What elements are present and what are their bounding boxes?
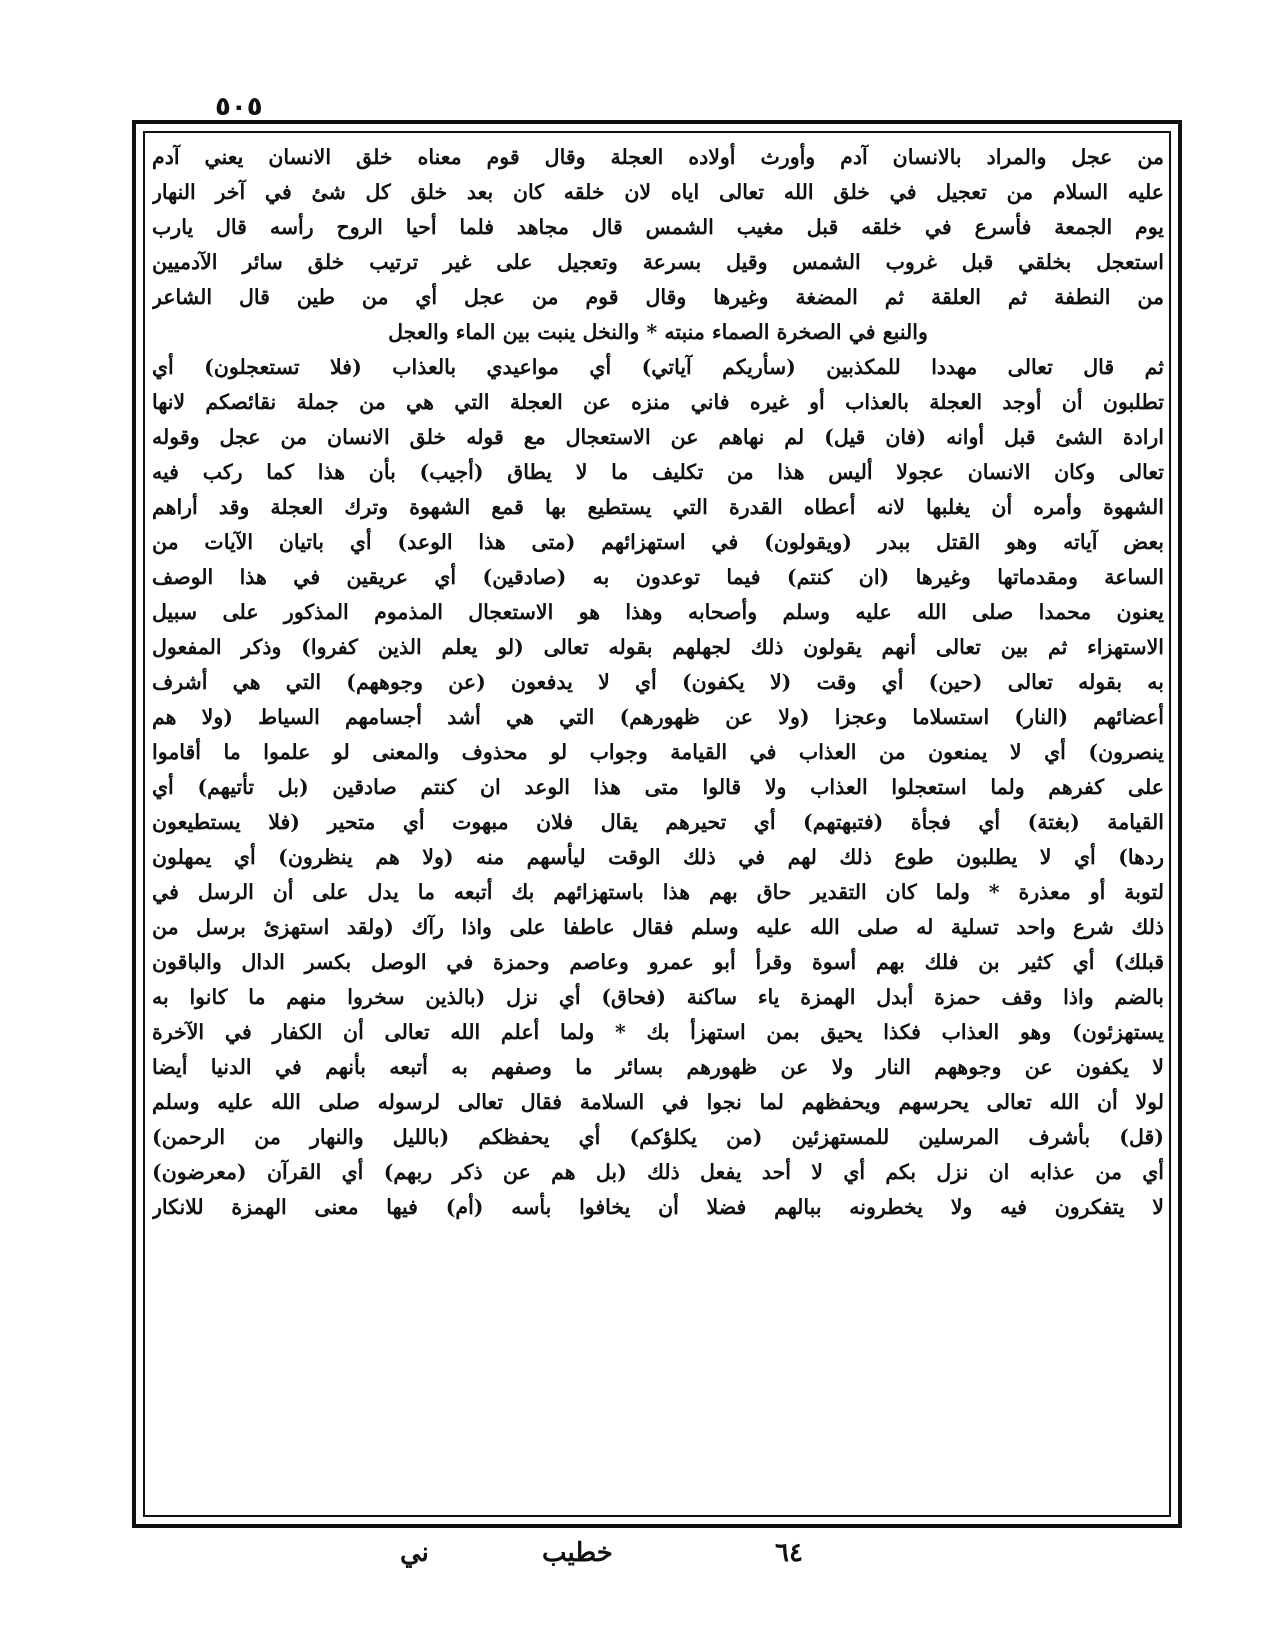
text-line: على كفرهم ولما استعجلوا العذاب ولا قالوا متى هذا الوعد ان كنتم صادقين (بل تأتيهم) أي: [152, 775, 1164, 799]
text-line: ينصرون) أي لا يمنعون من العذاب في القيامة وجواب لو محذوف والمعنى لو علموا ما أقاموا: [152, 740, 1164, 764]
text-line: الاستهزاء ثم بين تعالى أنهم يقولون ذلك لجهلهم بقوله تعالى (لو يعلم الذين كفروا) وذكر المفعول: [152, 635, 1164, 659]
text-line: تطلبون أن أوجد العجلة بالعذاب أو غيره فاني منزه عن العجلة التي هي من جملة نقائصكم لانها: [152, 390, 1164, 414]
text-line: ذلك شرع واحد تسلية له صلى الله عليه وسلم فقال عاطفا على واذا رآك (ولقد استهزئ برسل من: [152, 915, 1164, 939]
text-line: أعضائهم (النار) استسلاما وعجزا (ولا عن ظهورهم) التي هي أشد أجسامهم السياط (ولا هم: [152, 705, 1164, 729]
text-line: تعالى وكان الانسان عجولا أليس هذا من تكليف ما لا يطاق (أجيب) بأن هذا كما ركب فيه: [152, 460, 1164, 484]
text-line: به بقوله تعالى (حين) أي وقت (لا يكفون) أي لا يدفعون (عن وجوههم) التي هي أشرف: [152, 670, 1164, 694]
text-line: يوم الجمعة فأسرع في خلقه قبل مغيب الشمس قال مجاهد فلما أحيا الروح رأسه قال يارب: [152, 215, 1164, 239]
text-line: من النطفة ثم العلقة ثم المضغة وغيرها وقال قوم من عجل أي من طين قال الشاعر: [152, 285, 1164, 309]
text-line: لا يتفكرون فيه ولا يخطرونه ببالهم فضلا أن يخافوا بأسه (أم) فيها معنى الهمزة للانكار: [152, 1195, 1164, 1219]
poetry-line: والنبع في الصخرة الصماء منبته * والنخل ينبت بين الماء والعجل: [388, 320, 928, 344]
text-line: استعجل بخلقي قبل غروب الشمس وقيل بسرعة وتعجيل على غير ترتيب خلق سائر الآدميين: [152, 250, 1164, 274]
text-line: لتوبة أو معذرة * ولما كان التقدير حاق بهم هذا باستهزائهم بك أتبعه ما يدل على أن الرسل في: [152, 880, 1164, 904]
footer-author: خطيب: [542, 1538, 613, 1568]
text-line: ارادة الشئ قبل أوانه (فان قيل) لم نهاهم عن الاستعجال مع قوله خلق الانسان من عجل وقوله: [152, 425, 1164, 449]
text-line: بعض آياته وهو القتل ببدر (ويقولون) في استهزائهم (متى هذا الوعد) أي باتيان الآيات من: [152, 530, 1164, 554]
text-line: بالضم واذا وقف حمزة أبدل الهمزة ياء ساكنة (فحاق) أي نزل (بالذين سخروا منهم ما كانوا به: [152, 985, 1164, 1009]
text-line: لولا أن الله تعالى يحرسهم ويحفظهم لما نجوا في السلامة فقال تعالى لرسوله صلى الله عليه وسلم: [152, 1090, 1164, 1114]
text-line: أي من عذابه ان نزل بكم أي لا أحد يفعل ذلك (بل هم عن ذكر ربهم) أي القرآن (معرضون): [152, 1160, 1164, 1184]
text-line: من عجل والمراد بالانسان آدم وأورث أولاده العجلة وقال قوم معناه خلق الانسان يعني آدم: [152, 145, 1164, 169]
text-line: يعنون محمدا صلى الله عليه وسلم وأصحابه وهذا هو الاستعجال المذموم المذكور على سبيل: [152, 600, 1164, 624]
page-number: ٥٠٥: [215, 92, 263, 122]
text-line: عليه السلام من تعجيل في خلق الله تعالى اياه لان خلقه كان بعد خلق كل شئ في آخر النهار: [152, 180, 1164, 204]
text-line: يستهزئون) وهو العذاب فكذا يحيق بمن استهزأ بك * ولما أعلم الله تعالى أن الكفار في الآخرة: [152, 1020, 1164, 1044]
text-line: الشهوة وأمره أن يغلبها لانه أعطاه القدرة التي يستطيع بها قمع الشهوة وترك العجلة وقد أراهم: [152, 495, 1164, 519]
footer-page-number: ٦٤: [775, 1538, 803, 1568]
page-footer: [0, 1538, 1275, 1578]
text-line: القيامة (بغتة) أي فجأة (فتبهتهم) أي تحيرهم يقال فلان مبهوت أي متحير (فلا يستطيعون: [152, 810, 1164, 834]
text-line: الساعة ومقدماتها وغيرها (ان كنتم) فيما توعدون به (صادقين) أي عريقين في هذا الوصف: [152, 565, 1164, 589]
document-text: [152, 140, 1164, 1510]
text-line: قبلك) أي كثير بن فلك بهم أسوة وقرأ أبو عمرو وعاصم وحمزة في الوصل بكسر الدال والباقون: [152, 950, 1164, 974]
text-line: لا يكفون عن وجوههم النار ولا عن ظهورهم بسائر ما وصفهم به أتبعه بأنهم في الدنيا أيضا: [152, 1055, 1164, 1079]
text-line: (قل) بأشرف المرسلين للمستهزئين (من يكلؤكم) أي يحفظكم (بالليل والنهار من الرحمن): [152, 1125, 1164, 1149]
text-line: ثم قال تعالى مهددا للمكذبين (سأريكم آياتي) أي مواعيدي بالعذاب (فلا تستعجلون) أي: [152, 355, 1164, 379]
text-line: ردها) أي لا يطلبون طوع ذلك لهم في ذلك الوقت ليأسهم منه (ولا هم ينظرون) أي يمهلون: [152, 845, 1164, 869]
footer-volume: ني: [400, 1538, 429, 1568]
